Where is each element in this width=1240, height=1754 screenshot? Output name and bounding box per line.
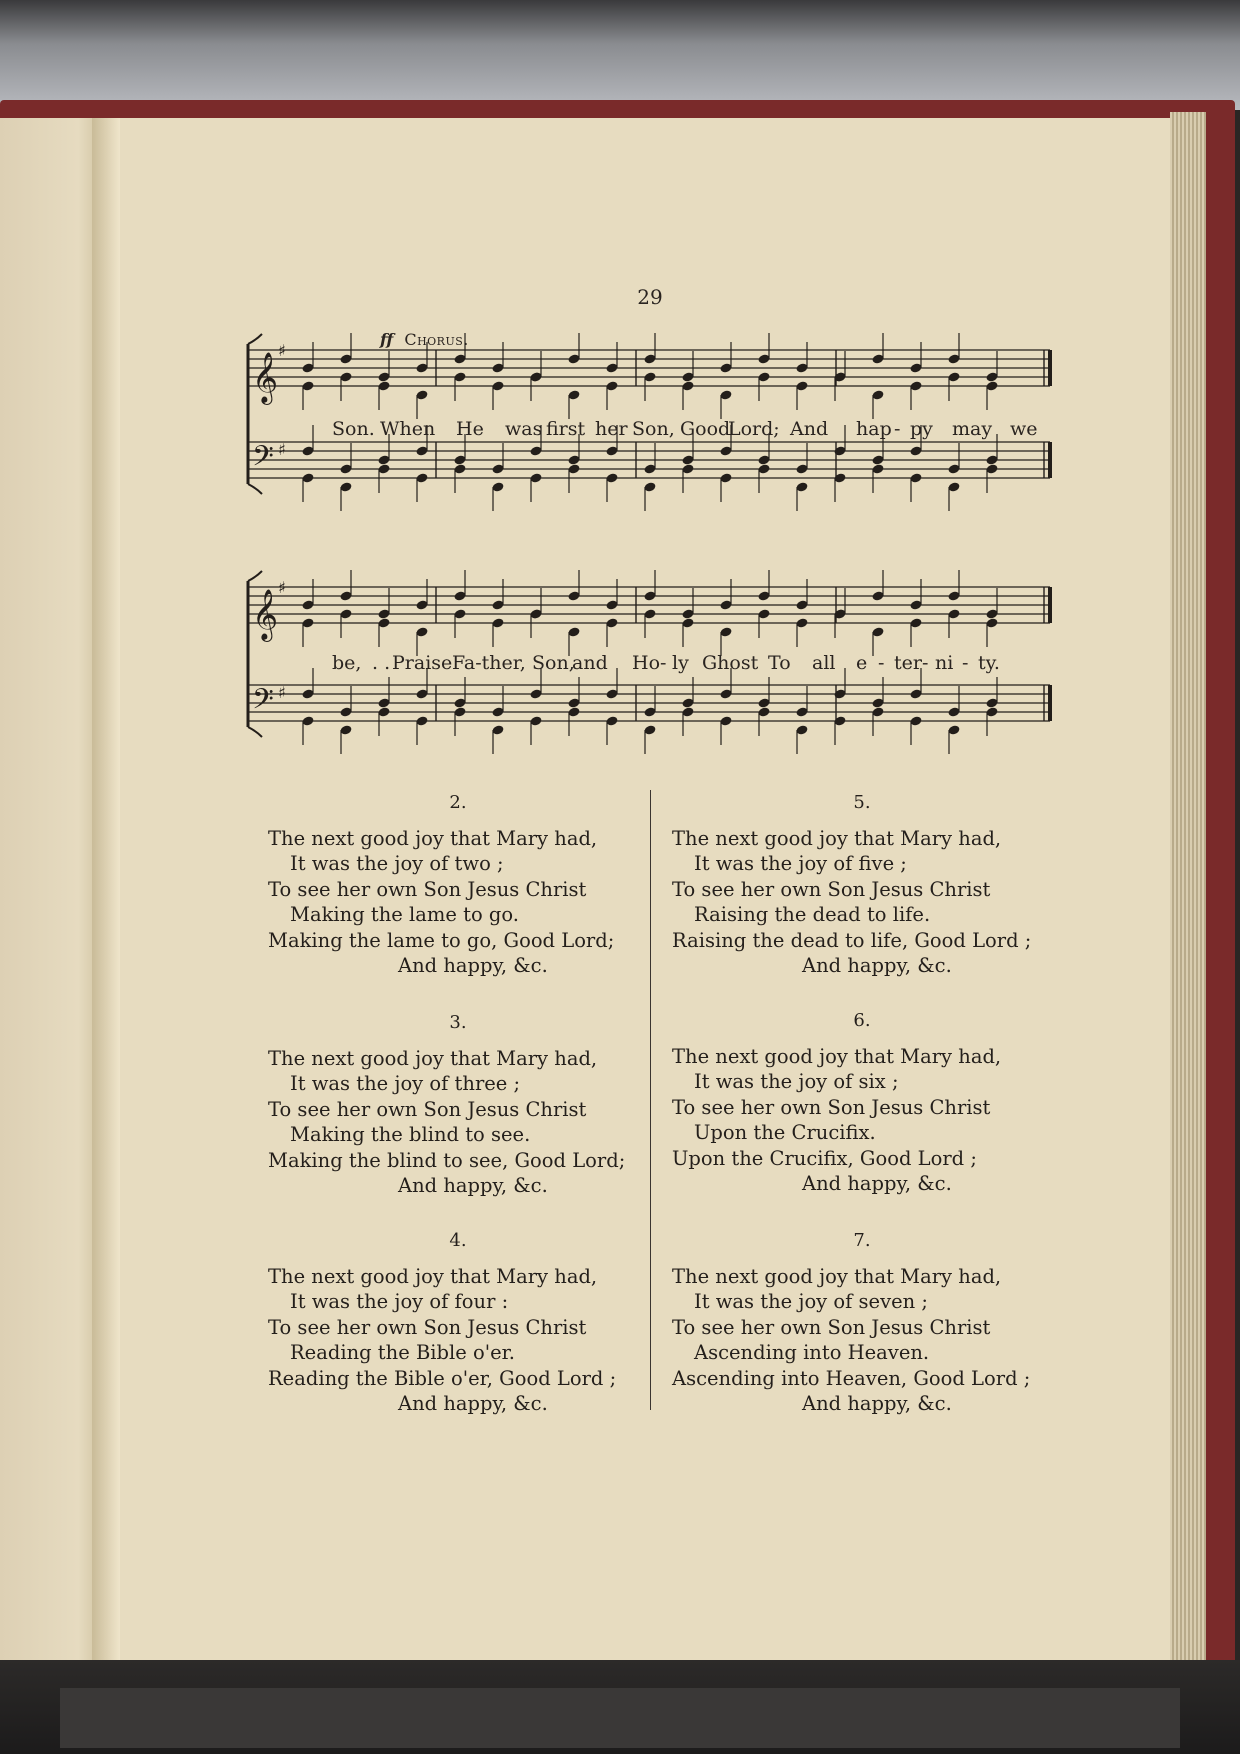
verse-line: To see her own Son Jesus Christ — [268, 1097, 587, 1121]
verse-line: And happy, &c. — [398, 1392, 548, 1415]
verse-line: It was the joy of three ; — [290, 1072, 521, 1095]
lyric-syllable: Son, — [632, 418, 675, 440]
verse-line: Reading the Bible o'er. — [290, 1341, 515, 1364]
verse-5 — [672, 790, 1052, 979]
sharp-icon: ♯ — [278, 440, 286, 459]
verse-line: The next good joy that Mary had, — [268, 1264, 598, 1288]
verse-line: Raising the dead to life. — [694, 903, 931, 926]
treble-clef-icon: 𝄞 — [252, 352, 279, 403]
verse-4 — [268, 1228, 648, 1417]
verse-number: 4. — [449, 1230, 467, 1251]
lyric-syllable: first — [546, 418, 586, 440]
lyric-syllable: was — [505, 418, 543, 440]
verse-line: It was the joy of two ; — [290, 852, 504, 875]
lyric-syllable: ni — [935, 652, 954, 674]
lyric-syllable: Lord; — [728, 418, 780, 440]
lyric-syllable: py — [910, 418, 933, 440]
verse-line: Making the lame to go. — [290, 903, 519, 926]
lyric-syllable: He — [456, 418, 484, 440]
verse-line: The next good joy that Mary had, — [672, 1264, 1002, 1288]
verse-line: Ascending into Heaven, Good Lord ; — [672, 1366, 1031, 1390]
lyric-syllable: ter- — [894, 652, 929, 674]
bracket-top — [248, 571, 262, 581]
verse-line: Raising the dead to life, Good Lord ; — [672, 928, 1032, 952]
verse-line: Making the blind to see. — [290, 1123, 531, 1146]
lyric-syllable: Son, — [532, 652, 575, 674]
verse-line: Making the lame to go, Good Lord; — [268, 928, 615, 952]
verse-line: The next good joy that Mary had, — [268, 1046, 598, 1070]
lyric-syllable: Good — [680, 418, 731, 440]
bracket-bottom — [248, 484, 262, 494]
dynamic-marking: ff — [380, 330, 394, 349]
lyrics-system-1 — [310, 418, 1050, 444]
lyric-syllable: Ho- — [632, 652, 667, 674]
lyric-syllable: To — [768, 652, 791, 674]
page-number: 29 — [637, 285, 663, 309]
verse-line: The next good joy that Mary had, — [672, 826, 1002, 850]
verse-line: It was the joy of six ; — [694, 1070, 899, 1093]
verse-line: To see her own Son Jesus Christ — [268, 1315, 587, 1339]
sharp-icon: ♯ — [278, 341, 286, 360]
verse-line: Upon the Crucifix, Good Lord ; — [672, 1146, 977, 1170]
sharp-icon: ♯ — [278, 683, 286, 702]
lyric-syllable: ty. — [978, 652, 1000, 674]
lyric-syllable: e — [856, 652, 868, 674]
lyric-syllable: . . — [372, 652, 391, 674]
lyrics-system-2 — [310, 652, 1050, 678]
verse-2 — [268, 790, 648, 979]
verse-line: It was the joy of five ; — [694, 852, 907, 875]
lyric-syllable: be, — [332, 652, 362, 674]
background-bottom — [0, 1660, 1240, 1754]
verse-line: To see her own Son Jesus Christ — [672, 1095, 991, 1119]
verse-line: It was the joy of seven ; — [694, 1290, 928, 1313]
verse-line: Reading the Bible o'er, Good Lord ; — [268, 1366, 617, 1390]
verse-line: The next good joy that Mary had, — [268, 826, 598, 850]
bracket-top — [248, 334, 262, 344]
lyric-syllable: all — [812, 652, 836, 674]
lyric-syllable: hap — [856, 418, 892, 440]
lyric-syllable: - — [878, 652, 885, 674]
lyric-syllable: Ghost — [702, 652, 759, 674]
verse-number: 6. — [853, 1010, 871, 1031]
right-page-stack — [1170, 112, 1206, 1664]
bracket-bottom — [248, 727, 262, 737]
verse-line: To see her own Son Jesus Christ — [672, 877, 991, 901]
lyric-syllable: - — [962, 652, 969, 674]
verse-number: 5. — [853, 792, 871, 813]
bass-clef-icon: 𝄢 — [252, 683, 274, 723]
verse-line: And happy, &c. — [802, 1172, 952, 1195]
lyric-syllable: Praise — [392, 652, 453, 674]
lyric-syllable: When — [380, 418, 436, 440]
verse-line: Upon the Crucifix. — [694, 1121, 876, 1144]
verse-7 — [672, 1228, 1052, 1417]
bass-clef-icon: 𝄢 — [252, 440, 274, 480]
lyric-syllable: ly — [672, 652, 689, 674]
verse-line: And happy, &c. — [802, 1392, 952, 1415]
verse-number: 2. — [449, 792, 467, 813]
lyric-syllable: may — [952, 418, 993, 440]
column-divider — [650, 790, 651, 1410]
verse-line: And happy, &c. — [802, 954, 952, 977]
verse-number: 7. — [853, 1230, 871, 1251]
verse-6 — [672, 1008, 1052, 1197]
verse-line: To see her own Son Jesus Christ — [268, 877, 587, 901]
verse-line: The next good joy that Mary had, — [672, 1044, 1002, 1068]
chorus-label: Chorus. — [404, 330, 469, 349]
lyric-syllable: And — [790, 418, 829, 440]
treble-clef-icon: 𝄞 — [252, 589, 279, 640]
lyric-syllable: Fa-ther, — [452, 652, 526, 674]
lyric-syllable: - — [894, 418, 901, 440]
verse-line: And happy, &c. — [398, 954, 548, 977]
sharp-icon: ♯ — [278, 578, 286, 597]
verse-line: Ascending into Heaven. — [694, 1341, 930, 1364]
verse-line: To see her own Son Jesus Christ — [672, 1315, 991, 1339]
lyric-syllable: Son. — [332, 418, 375, 440]
lyric-syllable: and — [572, 652, 608, 674]
verse-line: It was the joy of four : — [290, 1290, 509, 1313]
book-gutter — [92, 118, 120, 1663]
lyric-syllable: we — [1010, 418, 1038, 440]
verse-line: And happy, &c. — [398, 1174, 548, 1197]
background-top — [0, 0, 1240, 110]
verse-number: 3. — [449, 1012, 467, 1033]
verse-3 — [268, 1010, 648, 1199]
lyric-syllable: her — [595, 418, 628, 440]
verse-line: Making the blind to see, Good Lord; — [268, 1148, 626, 1172]
